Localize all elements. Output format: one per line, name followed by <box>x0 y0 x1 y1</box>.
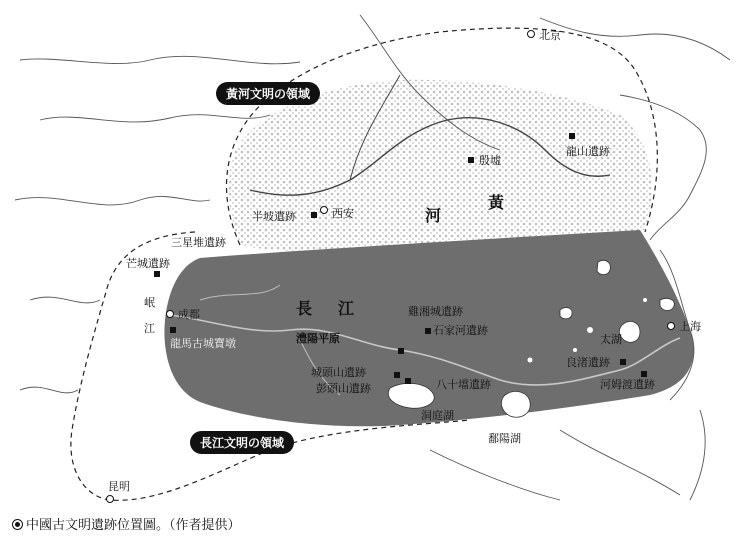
banpo-marker <box>311 212 317 218</box>
sanxingdui-label: 三星堆遺跡 <box>171 236 226 249</box>
caption-bullet-icon <box>12 519 23 530</box>
yellow-river-name-2: 黃 <box>488 193 505 212</box>
chengdu-label: 成都 <box>178 308 200 321</box>
yellow-river-zone <box>229 80 652 253</box>
shanghai-label: 上海 <box>679 320 701 333</box>
shijiahe-marker <box>425 328 431 334</box>
liyang-plain-label: 澧陽平原 <box>296 332 340 345</box>
poyang-label: 鄱陽湖 <box>488 432 521 445</box>
yinxu-marker <box>468 157 474 163</box>
caption-text: 中國古文明遺跡位置圖。（作者提供） <box>26 518 241 533</box>
yellow-river-name-1: 河 <box>425 206 442 225</box>
kunming-marker <box>106 495 114 503</box>
hemudu-marker <box>641 371 647 377</box>
bashidang-label: 八十壋遺跡 <box>436 378 491 391</box>
xian-marker <box>320 206 328 214</box>
taihu-label: 太湖 <box>600 333 622 346</box>
dongting-label: 洞庭湖 <box>421 409 454 422</box>
yangtze-name-1: 長 <box>296 299 313 318</box>
yellow-river-region-label: 黃河文明の領域 <box>216 82 320 105</box>
liangzhu-label: 良渚遺跡 <box>566 356 610 369</box>
yinxu-label: 殷墟 <box>479 154 501 167</box>
shanghai-marker <box>667 322 675 330</box>
hemudu-label: 河姆渡遺跡 <box>600 378 655 391</box>
longma-marker <box>170 327 176 333</box>
beijing-marker <box>527 30 535 38</box>
liangzhu-marker <box>620 359 626 365</box>
longshan-marker <box>569 133 575 139</box>
mangcheng-label: 芒城遺跡 <box>126 257 170 270</box>
banpo-label: 半坡遺跡 <box>252 210 296 223</box>
chengtoushan-marker <box>398 348 404 354</box>
sanxingdui-marker <box>154 271 160 277</box>
beijing-label: 北京 <box>539 29 561 42</box>
longshan-label: 龍山遺跡 <box>566 145 610 158</box>
yangtze-region-label: 長江文明の領域 <box>190 431 294 454</box>
pengtoushan-label: 彭頭山遺跡 <box>316 382 371 395</box>
chengtoushan-label: 城頭山遺跡 <box>311 366 366 379</box>
chengdu-marker <box>166 310 174 318</box>
yangtze-name-2: 江 <box>338 299 355 318</box>
bashidang-marker <box>405 378 411 384</box>
shijiahe-label: 石家河遺跡 <box>433 324 488 337</box>
jiang-label: 江 <box>144 322 155 335</box>
longma-label: 龍馬古城寶墩 <box>170 337 236 350</box>
xian-label: 西安 <box>332 207 354 220</box>
kunming-label: 昆明 <box>108 480 130 493</box>
figure-caption <box>12 514 241 533</box>
jixiangcheng-label: 雞湘城遺跡 <box>408 305 463 318</box>
min-label: 岷 <box>144 296 155 309</box>
pengtoushan-marker <box>394 372 400 378</box>
